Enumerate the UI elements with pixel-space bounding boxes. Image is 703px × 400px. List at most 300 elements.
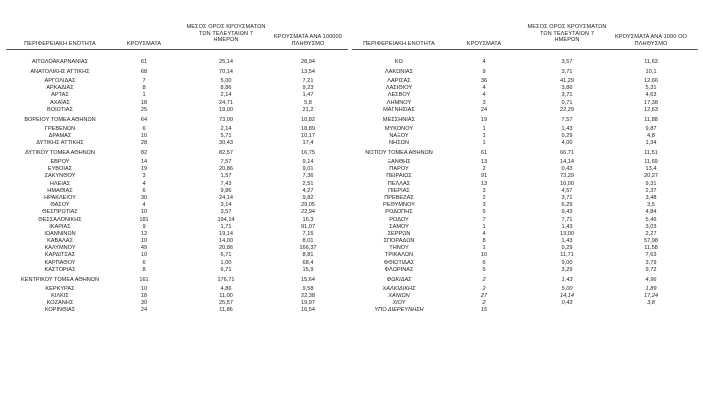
left-per100k-cell: 21,2 xyxy=(302,106,314,113)
right-cases-cell: 4 xyxy=(482,92,486,99)
left-avg-cell: 14,00 xyxy=(219,238,233,245)
left-per100k-cell: 15,64 xyxy=(301,277,315,284)
left-per100k-cell: 18,89 xyxy=(301,125,315,132)
right-per100k-cell: 11,63 xyxy=(644,59,658,65)
right-cases-cell: 3 xyxy=(482,99,486,106)
left-cases-cell: 4 xyxy=(142,180,146,187)
left-region-cell: ΚΑΡΔΙΤΣΑΣ xyxy=(44,252,76,259)
right-per100k-cell: 2,27 xyxy=(645,230,657,237)
right-region-cell: ΧΑΝΙΩΝ xyxy=(388,293,410,299)
right-region-cell: ΧΙΟΥ xyxy=(392,300,406,307)
header-left-avg-line2: ΤΩΝ ΤΕΛΕΥΤΑΙΩΝ 7 xyxy=(198,30,254,37)
right-per100k-cell: 5,46 xyxy=(645,216,657,223)
left-per100k-cell: 2,51 xyxy=(302,180,314,187)
right-avg-cell: 13,00 xyxy=(560,230,574,237)
right-region-cell: ΤΡΙΚΑΛΩΝ xyxy=(384,252,414,259)
left-cases-cell: 7 xyxy=(142,77,146,84)
table-row xyxy=(0,166,703,173)
left-region-cell: ΗΜΑΘΙΑΣ xyxy=(47,187,73,194)
left-cases-cell: 25 xyxy=(140,106,148,113)
left-region-cell: ΓΡΕΒΕΝΩΝ xyxy=(44,125,76,132)
right-per100k-cell: 1,34 xyxy=(645,140,657,147)
right-avg-cell: 4,57 xyxy=(561,187,573,194)
right-cases-cell: 10 xyxy=(480,252,488,259)
left-avg-cell: 73,00 xyxy=(219,117,233,124)
right-cases-cell: 5 xyxy=(482,209,486,216)
left-region-cell: ΚΟΖΑΝΗΣ xyxy=(46,300,74,307)
right-per100k-cell: 4,63 xyxy=(645,92,657,99)
right-cases-cell: 36 xyxy=(480,77,488,84)
left-region-cell: ΚΑΣΤΟΡΙΑΣ xyxy=(44,266,76,273)
left-avg-cell: 1,00 xyxy=(220,259,232,266)
table-row xyxy=(0,252,703,259)
right-region-cell: ΦΛΩΡΙΝΑΣ xyxy=(384,266,414,273)
left-per100k-cell: 16,54 xyxy=(301,307,315,314)
right-avg-cell: 14,14 xyxy=(560,293,574,299)
left-per100k-cell: 166,37 xyxy=(299,245,317,252)
right-region-cell: ΣΠΟΡΑΔΩΝ xyxy=(383,238,415,245)
right-region-cell: ΣΑΜΟΥ xyxy=(389,223,409,230)
table-row xyxy=(0,150,703,159)
left-avg-cell: 19,00 xyxy=(219,106,233,113)
left-region-cell: ΔΥΤΙΚΗΣ ΑΤΤΙΚΗΣ xyxy=(36,140,84,147)
right-avg-cell: 0,71 xyxy=(561,99,573,106)
left-per100k-cell: 10,82 xyxy=(301,117,315,124)
right-avg-cell: 4,00 xyxy=(561,140,573,147)
header-left-cases: ΚΡΟΥΣΜΑΤΑ xyxy=(126,41,162,47)
left-region-cell: ΚΑΡΠΑΘΟΥ xyxy=(44,259,76,266)
right-avg-cell: 7,71 xyxy=(561,216,573,223)
left-cases-cell: 12 xyxy=(140,230,148,237)
left-per100k-cell: 9,58 xyxy=(302,285,314,292)
left-region-cell: ΗΛΕΙΑΣ xyxy=(49,180,71,187)
header-right-region: ΠΕΡΙΦΕΡΕΙΑΚΗ ΕΝΟΤΗΤΑ xyxy=(363,41,435,47)
left-per100k-cell: 5,8 xyxy=(304,99,312,106)
left-avg-cell: 11,86 xyxy=(219,307,233,314)
right-avg-cell: 41,29 xyxy=(560,77,574,84)
left-region-cell: ΑΙΤΩΛΟΑΚΑΡΝΑΝΙΑΣ xyxy=(31,59,89,65)
left-per100k-cell: 22,38 xyxy=(301,293,315,299)
right-per100k-cell: 1,89 xyxy=(645,285,657,292)
left-region-cell: ΚΙΛΚΙΣ xyxy=(51,293,69,299)
left-per100k-cell: 8,01 xyxy=(302,238,314,245)
left-per100k-cell: 10,17 xyxy=(301,132,315,139)
right-region-cell: ΠΡΕΒΕΖΑΣ xyxy=(384,194,414,201)
right-avg-cell: 1,43 xyxy=(561,277,573,284)
right-avg-cell: 3,86 xyxy=(561,85,573,92)
table-row xyxy=(0,307,703,314)
left-avg-cell: 194,14 xyxy=(217,216,235,223)
right-avg-cell: 22,29 xyxy=(560,106,574,113)
left-region-cell: ΙΚΑΡΙΑΣ xyxy=(49,223,71,230)
right-cases-cell: 1 xyxy=(482,140,486,147)
header-right-per100k-line1: ΚΡΟΥΣΜΑΤΑ ΑΝΑ 1000 ΟΟ xyxy=(614,34,687,40)
left-cases-cell: 6 xyxy=(142,187,146,194)
left-avg-cell: 7,43 xyxy=(220,180,232,187)
right-avg-cell: 1,43 xyxy=(561,125,573,132)
left-per100k-cell: 29,05 xyxy=(301,202,315,209)
right-avg-cell: 1,43 xyxy=(561,238,573,245)
right-cases-cell: 2 xyxy=(482,166,486,173)
right-region-cell: ΜΥΚΟΝΟΥ xyxy=(384,125,414,132)
left-per100k-cell: 9,14 xyxy=(302,159,314,166)
left-cases-cell: 10 xyxy=(140,132,148,139)
left-region-cell: ΚΑΛΥΜΝΟΥ xyxy=(44,245,76,252)
table-row xyxy=(0,267,703,274)
right-cases-cell: 61 xyxy=(480,150,488,157)
table-row xyxy=(0,286,703,293)
table-row xyxy=(0,224,703,231)
right-region-cell: ΛΗΜΝΟΥ xyxy=(386,99,412,106)
right-cases-cell: 3 xyxy=(482,187,486,194)
left-cases-cell: 8 xyxy=(142,266,146,273)
left-cases-cell: 30 xyxy=(140,300,148,307)
left-avg-cell: 5,00 xyxy=(220,77,232,84)
right-region-cell: ΚΩ xyxy=(395,59,403,65)
right-cases-cell: 2 xyxy=(482,277,486,284)
left-cases-cell: 18 xyxy=(140,99,148,106)
right-avg-cell: 0,43 xyxy=(561,166,573,173)
right-region-cell: ΛΑΣΙΘΙΟΥ xyxy=(385,85,413,92)
left-avg-cell: 2,14 xyxy=(220,92,232,99)
left-cases-cell: 49 xyxy=(140,245,148,252)
right-avg-cell: 3,29 xyxy=(561,266,573,273)
left-region-cell: ΚΕΝΤΡΙΚΟΥ ΤΟΜΕΑ ΑΘΗΝΩΝ xyxy=(20,277,99,284)
left-region-cell: ΒΟΙΩΤΙΑΣ xyxy=(47,106,73,113)
left-per100k-cell: 17,4 xyxy=(302,140,314,147)
right-per100k-cell: 20,27 xyxy=(644,173,658,180)
left-cases-cell: 14 xyxy=(140,159,148,166)
left-per100k-cell: 91,07 xyxy=(301,223,315,230)
left-per100k-cell: 22,94 xyxy=(301,209,315,216)
left-cases-cell: 181 xyxy=(139,216,149,223)
header-right-avg-line3: ΗΜΕΡΩΝ xyxy=(554,37,580,44)
left-per100k-cell: 19,97 xyxy=(301,300,315,307)
left-cases-cell: 61 xyxy=(140,59,148,65)
right-per100k-cell: 3,8 xyxy=(647,300,655,307)
table-row xyxy=(0,238,703,245)
table-row xyxy=(0,85,703,92)
left-cases-cell: 8 xyxy=(142,85,146,92)
header-left-avg xyxy=(176,24,276,44)
table-row xyxy=(0,277,703,286)
left-avg-cell: 19,14 xyxy=(219,230,233,237)
right-per100k-cell: 9,72 xyxy=(645,266,657,273)
left-avg-cell: 6,71 xyxy=(220,252,232,259)
table-row xyxy=(0,260,703,267)
right-cases-cell: 15 xyxy=(480,307,488,314)
left-avg-cell: 1,71 xyxy=(220,223,232,230)
table-row xyxy=(0,231,703,238)
left-region-cell: ΚΕΡΚΥΡΑΣ xyxy=(45,285,75,292)
right-per100k-cell: 10,1 xyxy=(645,69,657,76)
right-per100k-cell: 17,24 xyxy=(644,293,658,299)
right-region-cell: ΡΟΔΟΥ xyxy=(389,216,409,223)
right-per100k-cell: 12,66 xyxy=(644,77,658,84)
right-region-cell: ΣΕΡΡΩΝ xyxy=(387,230,411,237)
right-cases-cell: 24 xyxy=(480,106,488,113)
left-avg-cell: 1,57 xyxy=(220,173,232,180)
right-per100k-cell: 11,69 xyxy=(644,159,658,166)
table-row xyxy=(0,293,703,300)
left-per100k-cell: 9,82 xyxy=(302,194,314,201)
table-row xyxy=(0,245,703,252)
right-cases-cell: 19 xyxy=(480,117,488,124)
right-region-cell: ΥΠΟ ΔΙΕΡΕΥΝΗΣΗ xyxy=(374,307,424,314)
header-divider-right xyxy=(352,49,698,50)
right-cases-cell: 7 xyxy=(482,216,486,223)
left-region-cell: ΚΑΒΑΛΑΣ xyxy=(47,238,73,245)
left-avg-cell: 20,86 xyxy=(219,166,233,173)
left-per100k-cell: 9,23 xyxy=(302,85,314,92)
left-cases-cell: 64 xyxy=(140,117,148,124)
right-cases-cell: 4 xyxy=(482,85,486,92)
left-cases-cell: 10 xyxy=(140,238,148,245)
table-row xyxy=(0,78,703,85)
right-region-cell: ΠΕΙΡΑΙΩΣ xyxy=(386,173,412,180)
right-avg-cell: 0,29 xyxy=(561,132,573,139)
right-per100k-cell: 9,87 xyxy=(645,125,657,132)
right-avg-cell: 0,29 xyxy=(561,245,573,252)
table-row xyxy=(0,188,703,195)
left-cases-cell: 1 xyxy=(142,92,146,99)
left-avg-cell: 70,14 xyxy=(219,69,233,76)
left-per100k-cell: 7,21 xyxy=(302,77,314,84)
left-cases-cell: 4 xyxy=(142,202,146,209)
right-per100k-cell: 17,38 xyxy=(644,99,658,106)
table-row xyxy=(0,92,703,99)
left-region-cell: ΔΥΤΙΚΟΥ ΤΟΜΕΑ ΑΘΗΝΩΝ xyxy=(25,150,95,157)
left-cases-cell: 6 xyxy=(142,125,146,132)
left-per100k-cell: 1,47 xyxy=(302,92,314,99)
left-cases-cell: 82 xyxy=(140,150,148,157)
right-avg-cell: 9,00 xyxy=(561,259,573,266)
left-avg-cell: 4,86 xyxy=(220,285,232,292)
left-avg-cell: 25,14 xyxy=(219,59,233,65)
right-cases-cell: 1 xyxy=(482,132,486,139)
right-per100k-cell: 2,37 xyxy=(645,187,657,194)
header-left-per100k xyxy=(266,34,350,47)
left-region-cell: ΑΡΓΟΛΙΔΑΣ xyxy=(44,77,76,84)
right-per100k-cell: 11,88 xyxy=(644,117,658,124)
right-cases-cell: 5 xyxy=(482,266,486,273)
right-per100k-cell: 3,79 xyxy=(645,259,657,266)
right-per100k-cell: 11,58 xyxy=(644,245,658,252)
left-per100k-cell: 15,9 xyxy=(302,266,314,273)
right-avg-cell: 5,00 xyxy=(561,285,573,292)
right-region-cell: ΡΟΔΟΠΗΣ xyxy=(385,209,413,216)
right-cases-cell: 8 xyxy=(482,238,486,245)
left-per100k-cell: 7,15 xyxy=(302,230,314,237)
right-cases-cell: 2 xyxy=(482,194,486,201)
right-cases-cell: 9 xyxy=(482,69,486,76)
left-per100k-cell: 16,75 xyxy=(301,150,315,157)
left-avg-cell: 3,14 xyxy=(220,202,232,209)
right-per100k-cell: 7,63 xyxy=(645,252,657,259)
right-cases-cell: 6 xyxy=(482,259,486,266)
header-left-avg-line3: ΗΜΕΡΩΝ xyxy=(213,37,239,44)
table-row xyxy=(0,59,703,66)
right-avg-cell: 6,29 xyxy=(561,202,573,209)
table-row xyxy=(0,140,703,147)
left-region-cell: ΘΕΣΣΑΛΟΝΙΚΗΣ xyxy=(38,216,82,223)
left-avg-cell: 24,14 xyxy=(219,194,233,201)
header-right-avg-line2: ΤΩΝ ΤΕΛΕΥΤΑΙΩΝ 7 xyxy=(539,30,595,37)
right-cases-cell: 27 xyxy=(480,293,488,299)
left-avg-cell: 11,00 xyxy=(219,293,233,299)
right-per100k-cell: 3,48 xyxy=(645,194,657,201)
header-right-cases: ΚΡΟΥΣΜΑΤΑ xyxy=(466,41,502,47)
header-left-per100k-line2: ΠΛΗΘΥΣΜΟ xyxy=(291,40,325,47)
right-per100k-cell: 3,03 xyxy=(645,223,657,230)
left-region-cell: ΒΟΡΕΙΟΥ ΤΟΜΕΑ ΑΘΗΝΩΝ xyxy=(24,117,96,124)
right-region-cell: ΦΘΙΩΤΙΔΑΣ xyxy=(383,259,415,266)
right-region-cell: ΝΗΣΩΝ xyxy=(389,140,409,147)
data-table-rows xyxy=(0,59,703,315)
left-cases-cell: 19 xyxy=(140,166,148,173)
left-avg-cell: 25,57 xyxy=(219,300,233,307)
right-cases-cell: 13 xyxy=(480,180,488,187)
left-region-cell: ΑΝΑΤΟΛΙΚΗΣ ΑΤΤΙΚΗΣ xyxy=(30,69,90,76)
left-cases-cell: 18 xyxy=(140,293,148,299)
left-region-cell: ΕΥΒΟΙΑΣ xyxy=(47,166,73,173)
left-region-cell: ΔΡΑΜΑΣ xyxy=(48,132,72,139)
left-avg-cell: 9,86 xyxy=(220,187,232,194)
left-per100k-cell: 28,94 xyxy=(301,59,315,65)
right-region-cell: ΜΑΓΝΗΣΙΑΣ xyxy=(383,106,415,113)
left-region-cell: ΖΑΚΥΝΘΟΥ xyxy=(44,173,76,180)
right-avg-cell: 0,43 xyxy=(561,300,573,307)
right-cases-cell: 2 xyxy=(482,285,486,292)
left-per100k-cell: 68,4 xyxy=(302,259,314,266)
header-left-avg-line1: ΜΕΣΟΣ ΟΡΟΣ ΚΡΟΥΣΜΑΤΩΝ xyxy=(186,24,266,30)
table-row xyxy=(0,217,703,224)
left-avg-cell: 20,86 xyxy=(219,245,233,252)
left-avg-cell: 30,43 xyxy=(219,140,233,147)
right-avg-cell: 3,57 xyxy=(561,59,573,65)
left-cases-cell: 6 xyxy=(142,259,146,266)
right-region-cell: ΛΕΣΒΟΥ xyxy=(387,92,411,99)
right-per100k-cell: 4,8 xyxy=(647,132,655,139)
right-avg-cell: 3,71 xyxy=(561,92,573,99)
left-cases-cell: 9 xyxy=(142,223,146,230)
left-cases-cell: 10 xyxy=(140,209,148,216)
header-right-per100k xyxy=(604,34,698,47)
left-cases-cell: 68 xyxy=(140,69,148,76)
header-divider-left xyxy=(6,49,348,50)
table-row xyxy=(0,195,703,202)
right-region-cell: ΠΕΛΛΑΣ xyxy=(387,180,411,187)
table-row xyxy=(0,159,703,166)
left-region-cell: ΘΕΣΠΡΩΤΙΑΣ xyxy=(42,209,78,216)
right-cases-cell: 2 xyxy=(482,300,486,307)
left-region-cell: ΑΡΤΑΣ xyxy=(51,92,69,99)
right-per100k-cell: 12,63 xyxy=(644,106,658,113)
header-left-region: ΠΕΡΙΦΕΡΕΙΑΚΗ ΕΝΟΤΗΤΑ xyxy=(24,41,96,47)
right-region-cell: ΝΟΤΙΟΥ ΤΟΜΕΑ ΑΘΗΝΩΝ xyxy=(365,150,433,157)
left-region-cell: ΙΩΑΝΝΙΝΩΝ xyxy=(44,230,76,237)
right-per100k-cell: 9,31 xyxy=(645,180,657,187)
right-cases-cell: 1 xyxy=(482,223,486,230)
right-cases-cell: 1 xyxy=(482,245,486,252)
left-avg-cell: 24,71 xyxy=(219,99,233,106)
left-avg-cell: 8,86 xyxy=(220,85,232,92)
table-row xyxy=(0,173,703,180)
right-cases-cell: 13 xyxy=(480,159,488,166)
right-per100k-cell: 57,98 xyxy=(644,238,658,245)
left-cases-cell: 10 xyxy=(140,285,148,292)
left-region-cell: ΚΟΡΙΝΘΙΑΣ xyxy=(44,307,76,314)
right-region-cell: ΞΑΝΘΗΣ xyxy=(387,159,411,166)
right-region-cell: ΝΑΞΟΥ xyxy=(389,132,409,139)
right-avg-cell: 66,71 xyxy=(560,150,574,157)
left-avg-cell: 82,57 xyxy=(219,150,233,157)
left-per100k-cell: 13,54 xyxy=(301,69,315,76)
right-avg-cell: 9,43 xyxy=(561,209,573,216)
right-per100k-cell: 11,51 xyxy=(644,150,658,157)
header-right-per100k-line2: ΠΛΗΘΥΣΜΟ xyxy=(634,40,668,47)
right-region-cell: ΠΑΡΟΥ xyxy=(389,166,409,173)
left-cases-cell: 30 xyxy=(140,194,148,201)
right-per100k-cell: 5,31 xyxy=(645,85,657,92)
left-per100k-cell: 4,27 xyxy=(302,187,314,194)
right-per100k-cell: 4,84 xyxy=(645,209,657,216)
left-cases-cell: 24 xyxy=(140,307,148,314)
left-avg-cell: 6,71 xyxy=(220,266,232,273)
left-per100k-cell: 16,3 xyxy=(302,216,314,223)
right-cases-cell: 1 xyxy=(482,125,486,132)
right-region-cell: ΡΕΘΥΜΝΟΥ xyxy=(383,202,415,209)
left-region-cell: ΗΡΑΚΛΕΙΟΥ xyxy=(44,194,76,201)
left-region-cell: ΑΡΚΑΔΙΑΣ xyxy=(46,85,74,92)
left-avg-cell: 3,57 xyxy=(220,209,232,216)
left-per100k-cell: 9,01 xyxy=(302,166,314,173)
right-region-cell: ΠΙΕΡΙΑΣ xyxy=(388,187,410,194)
left-region-cell: ΑΧΑΪΑΣ xyxy=(50,99,70,106)
right-avg-cell: 3,71 xyxy=(561,69,573,76)
right-region-cell: ΧΑΛΚΙΔΙΚΗΣ xyxy=(382,285,416,292)
left-cases-cell: 28 xyxy=(140,140,148,147)
table-row xyxy=(0,300,703,307)
table-row xyxy=(0,126,703,133)
right-region-cell: ΛΑΚΩΝΙΑΣ xyxy=(384,69,414,76)
left-cases-cell: 10 xyxy=(140,252,148,259)
right-avg-cell: 1,43 xyxy=(561,223,573,230)
header-left-per100k-line1: ΚΡΟΥΣΜΑΤΑ ΑΝΑ 100000 xyxy=(274,34,342,40)
table-row xyxy=(0,100,703,107)
right-avg-cell: 10,00 xyxy=(560,180,574,187)
left-avg-cell: 176,71 xyxy=(217,277,235,284)
left-avg-cell: 7,57 xyxy=(220,159,232,166)
right-cases-cell: 3 xyxy=(482,202,486,209)
right-avg-cell: 73,29 xyxy=(560,173,574,180)
right-per100k-cell: 4,96 xyxy=(645,277,657,284)
right-avg-cell: 3,71 xyxy=(561,194,573,201)
left-per100k-cell: 7,36 xyxy=(302,173,314,180)
left-region-cell: ΕΒΡΟΥ xyxy=(50,159,70,166)
right-region-cell: ΜΕΣΣΗΝΙΑΣ xyxy=(382,117,416,124)
table-row xyxy=(0,181,703,188)
right-cases-cell: 4 xyxy=(482,59,486,65)
right-region-cell: ΛΑΡΙΣΑΣ xyxy=(387,77,411,84)
left-avg-cell: 2,14 xyxy=(220,125,232,132)
table-row xyxy=(0,69,703,78)
table-row xyxy=(0,117,703,126)
left-region-cell: ΘΑΣΟΥ xyxy=(50,202,70,209)
right-avg-cell: 7,57 xyxy=(561,117,573,124)
left-cases-cell: 161 xyxy=(139,277,149,284)
right-per100k-cell: 3,5 xyxy=(647,202,655,209)
